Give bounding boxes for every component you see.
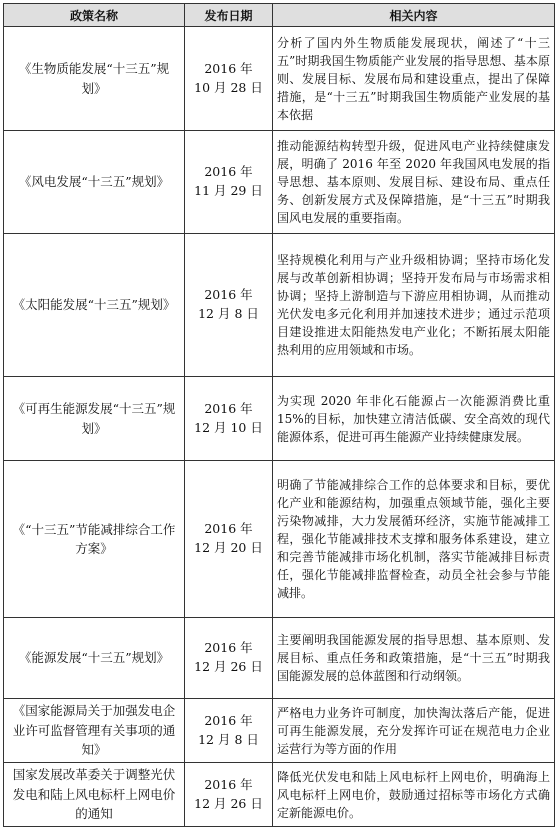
header-related-content: 相关内容 xyxy=(273,4,555,27)
related-content: 主要阐明我国能源发展的指导思想、基本原则、发展目标、重点任务和政策措施，是“十三五”时期我国能源发展的总体蓝图和行动纲领。 xyxy=(273,618,555,699)
release-date: 2016 年 12 月 8 日 xyxy=(185,234,273,377)
release-date: 2016 年 11 月 29 日 xyxy=(185,131,273,234)
table-header-row xyxy=(4,4,555,27)
policy-name: 《生物质能发展“十三五”规划》 xyxy=(4,27,185,131)
related-content: 严格电力业务许可制度，加快淘汰落后产能，促进可再生能源发展，充分发挥许可证在规范电力企业运营行为等方面的作用 xyxy=(273,699,555,763)
policy-name: 《风电发展“十三五”规划》 xyxy=(4,131,185,234)
table-row xyxy=(4,461,555,618)
related-content: 为实现 2020 年非化石能源占一次能源消费比重 15%的目标，加快建立清洁低碳、安全高效的现代能源体系，促进可再生能源产业持续健康发展。 xyxy=(273,377,555,461)
policy-name: 国家发展改革委关于调整光伏发电和陆上风电标杆上网电价的通知 xyxy=(4,763,185,827)
table-row xyxy=(4,234,555,377)
related-content: 坚持规模化利用与产业升级相协调；坚持市场化发展与改革创新相协调；坚持开发布局与市场需求相协调；坚持上游制造与下游应用相协调，从而推动光伏发电多元化利用并加速技术进步；通过示范项目建设推进太阳能热发电产业化；不断拓展太阳能热利用的应用领域和市场。 xyxy=(273,234,555,377)
header-release-date: 发布日期 xyxy=(185,4,273,27)
related-content: 明确了节能减排综合工作的总体要求和目标，要优化产业和能源结构，加强重点领域节能，强化主要污染物减排，大力发展循环经济，实施节能减排工程，强化节能减排技术支撑和服务体系建设，建立和完善节能减排市场化机制，落实节能减排目标责任，强化节能减排监督检查，动员全社会参与节能减排。 xyxy=(273,461,555,618)
release-date: 2016 年 10 月 28 日 xyxy=(185,27,273,131)
table-row xyxy=(4,27,555,131)
related-content: 降低光伏发电和陆上风电标杆上网电价，明确海上风电标杆上网电价，鼓励通过招标等市场化方式确定新能源电价。 xyxy=(273,763,555,827)
release-date: 2016 年 12 月 26 日 xyxy=(185,763,273,827)
policy-name: 《能源发展“十三五”规划》 xyxy=(4,618,185,699)
header-policy-name: 政策名称 xyxy=(4,4,185,27)
table-row xyxy=(4,699,555,763)
release-date: 2016 年 12 月 26 日 xyxy=(185,618,273,699)
policy-name: 《可再生能源发展“十三五”规划》 xyxy=(4,377,185,461)
release-date: 2016 年 12 月 20 日 xyxy=(185,461,273,618)
related-content: 分析了国内外生物质能发展现状，阐述了“十三五”时期我国生物质能产业发展的指导思想、基本原则、发展目标、发展布局和建设重点，提出了保障措施，是“十三五”时期我国生物质能产业发展的基本依据 xyxy=(273,27,555,131)
table-row xyxy=(4,618,555,699)
policy-name: 《国家能源局关于加强发电企业许可监督管理有关事项的通知》 xyxy=(4,699,185,763)
table-row xyxy=(4,131,555,234)
related-content: 推动能源结构转型升级，促进风电产业持续健康发展，明确了 2016 年至 2020 年我国风电发展的指导思想、基本原则、发展目标、建设布局、重点任务、创新发展方式及保障措施，是“十三五”时期我国风电发展的重要指南。 xyxy=(273,131,555,234)
release-date: 2016 年 12 月 8 日 xyxy=(185,699,273,763)
release-date: 2016 年 12 月 10 日 xyxy=(185,377,273,461)
table-row xyxy=(4,377,555,461)
policy-name: 《太阳能发展“十三五”规划》 xyxy=(4,234,185,377)
policy-table xyxy=(3,3,555,827)
table-row xyxy=(4,763,555,827)
policy-name: 《“十三五”节能减排综合工作方案》 xyxy=(4,461,185,618)
